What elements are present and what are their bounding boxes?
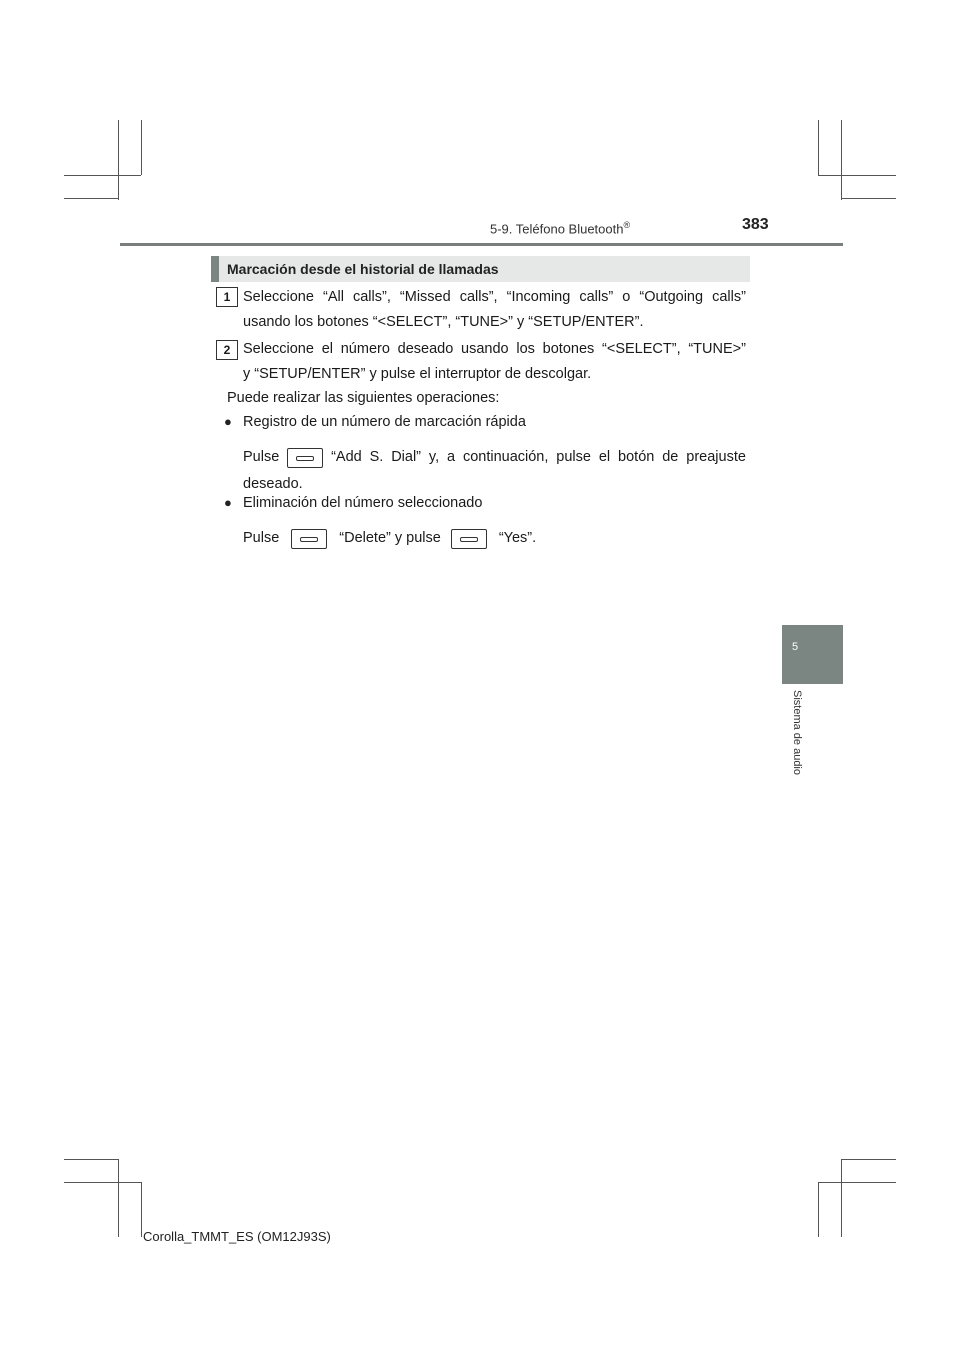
word: “Missed (399, 289, 451, 305)
operation-2-text (243, 526, 746, 551)
step-2-text (243, 337, 746, 387)
section-heading (211, 256, 750, 282)
word: calls” (579, 289, 614, 305)
word: Dial” (391, 449, 421, 465)
page-number: 383 (742, 216, 769, 233)
word: calls” (712, 289, 746, 305)
option-button-icon (287, 448, 323, 468)
step-number-1: 1 (216, 287, 238, 307)
word: pulse (556, 449, 591, 465)
option-button-icon (291, 529, 327, 549)
crop-mark (841, 198, 896, 199)
operations-intro: Puede realizar las siguientes operaciones: (227, 390, 500, 406)
bullet-icon: ● (224, 495, 232, 510)
chapter-title-text: Sistema de audio (791, 690, 803, 775)
word: calls”, (459, 289, 498, 305)
running-header (490, 220, 690, 236)
step-number-2: 2 (216, 340, 238, 360)
crop-mark (818, 1182, 896, 1183)
word: número (340, 341, 390, 357)
chapter-tab (782, 625, 843, 684)
text-span: “Yes”. (498, 530, 537, 546)
step-2-line-2: y “SETUP/ENTER” y pulse el interruptor de descolgar. (243, 366, 592, 382)
word: deseado (397, 341, 454, 357)
word: calls”, (352, 289, 391, 305)
crop-mark (818, 120, 819, 175)
word: “<SELECT”, (602, 341, 681, 357)
word: a (446, 449, 456, 465)
crop-mark (818, 1182, 819, 1237)
step-1-text (243, 285, 746, 335)
text-span: “Delete” y pulse (339, 530, 441, 546)
crop-mark (118, 120, 119, 200)
crop-mark (64, 1159, 119, 1160)
operation-1-line-1 (243, 445, 746, 470)
word: el (321, 341, 333, 357)
option-button-icon (451, 529, 487, 549)
section-heading-text: Marcación desde el historial de llamadas (227, 261, 499, 277)
step-2-line-1 (243, 337, 746, 362)
crop-mark (141, 1182, 142, 1237)
crop-mark (841, 1159, 896, 1160)
word: “Add (331, 449, 362, 465)
operation-2-line-1 (243, 526, 746, 551)
chapter-title (788, 690, 804, 800)
word: Seleccione (243, 289, 314, 305)
crop-mark (841, 120, 842, 200)
operation-1-title: Registro de un número de marcación rápida (243, 414, 526, 430)
chapter-number: 5 (791, 641, 799, 653)
word: botón (618, 449, 655, 465)
word: preajuste (686, 449, 746, 465)
crop-mark (118, 1159, 119, 1237)
word: botones (542, 341, 595, 357)
step-1-line-2: usando los botones “<SELECT”, “TUNE>” y “SETUP/ENTER”. (243, 314, 644, 330)
word: “Incoming (506, 289, 571, 305)
word: el (598, 449, 611, 465)
word: “All (322, 289, 344, 305)
word: continuación, (462, 449, 549, 465)
step-1-line-1 (243, 285, 746, 310)
running-header-text: 5-9. Teléfono Bluetooth (490, 221, 624, 237)
document-id: Corolla_TMMT_ES (OM12J93S) (143, 1229, 331, 1244)
word: “Outgoing (639, 289, 704, 305)
word: S. (369, 449, 384, 465)
registered-mark: ® (623, 220, 631, 230)
heading-accent-bar (211, 256, 219, 282)
crop-mark (64, 1182, 141, 1183)
crop-mark (64, 198, 119, 199)
word: Seleccione (243, 341, 314, 357)
crop-mark (818, 175, 896, 176)
bullet-icon: ● (224, 414, 232, 429)
word: o (622, 289, 631, 305)
word: usando (461, 341, 509, 357)
word: Pulse (243, 449, 280, 465)
crop-mark (841, 1159, 842, 1237)
operation-1-text (243, 445, 746, 497)
word: de (662, 449, 679, 465)
word: los (516, 341, 535, 357)
word: y, (428, 449, 440, 465)
crop-mark (141, 120, 142, 175)
operation-1-line-2: deseado. (243, 476, 303, 492)
word: Pulse (243, 530, 280, 546)
header-rule (120, 243, 843, 246)
operation-2-title: Eliminación del número seleccionado (243, 495, 483, 511)
crop-mark (64, 175, 141, 176)
word: “TUNE>” (688, 341, 746, 357)
